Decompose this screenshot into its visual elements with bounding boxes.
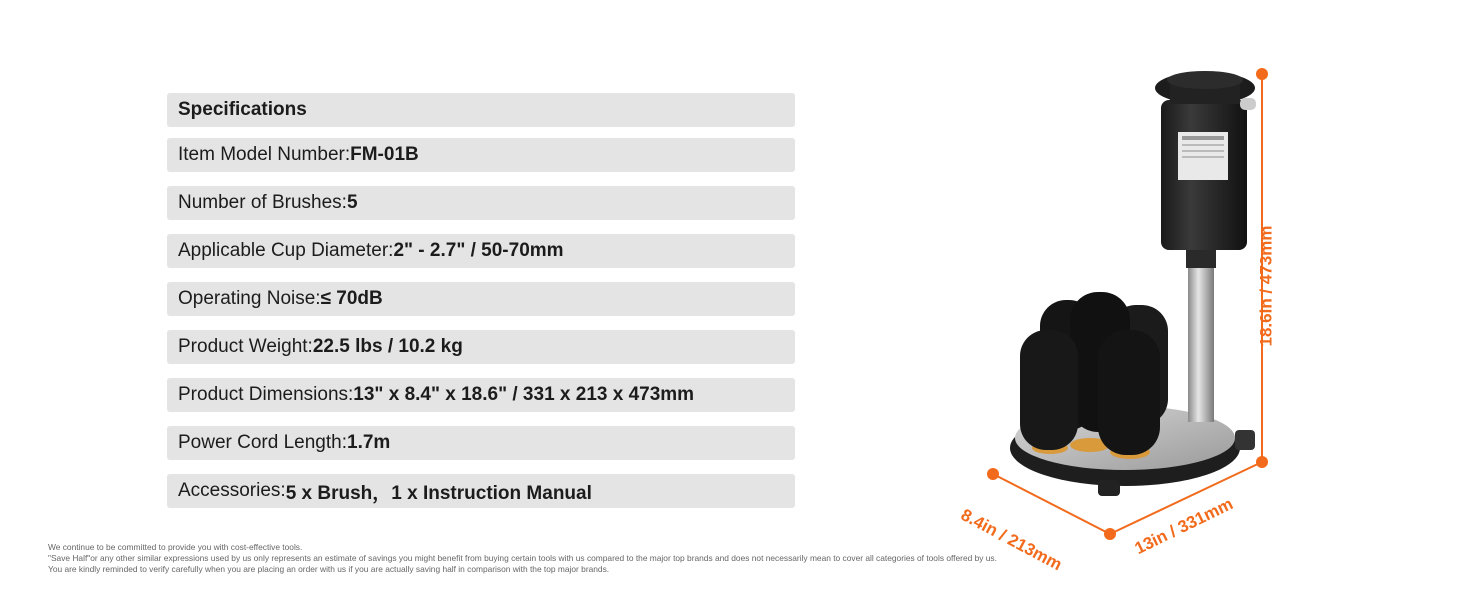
spec-value: 5 x Brush，1 x Instruction Manual bbox=[285, 482, 592, 504]
width-dimension-label: 13in / 331mm bbox=[1131, 494, 1236, 559]
height-dimension-label: 18.6in / 473mm bbox=[1256, 225, 1276, 347]
machine-pole bbox=[1186, 246, 1216, 422]
disclaimer-line: You are kindly reminded to verify carefully when you are placing an order with us if you are actually saving half in comparison with the top major brands. bbox=[48, 564, 610, 574]
depth-dimension-label: 8.4in / 213mm bbox=[957, 505, 1066, 575]
spec-label: Product Dimensions: bbox=[178, 384, 354, 405]
disclaimer-text bbox=[48, 542, 997, 575]
spec-label: Accessories: bbox=[178, 480, 286, 501]
spec-label: Power Cord Length: bbox=[178, 432, 347, 453]
spec-label: Product Weight: bbox=[178, 336, 313, 357]
spec-label: Number of Brushes: bbox=[178, 192, 347, 213]
spec-label: Applicable Cup Diameter: bbox=[178, 240, 394, 261]
spec-value: 2" - 2.7" / 50-70mm bbox=[393, 240, 564, 261]
spec-value: 22.5 lbs / 10.2 kg bbox=[312, 336, 463, 357]
disclaimer-line: "Save Half"or any other similar expressions used by us only represents an estimate of savings you might benefit from buying certain tools with us compared to the major top brands and does not necessarily mean to cover all categories of tools offered by us. bbox=[48, 553, 997, 563]
spec-value: ≤ 70dB bbox=[320, 288, 383, 309]
specifications-title: Specifications bbox=[178, 99, 307, 120]
disclaimer-line: We continue to be committed to provide you with cost-effective tools. bbox=[48, 542, 303, 552]
spec-value: 13" x 8.4" x 18.6" / 331 x 213 x 473mm bbox=[353, 384, 695, 405]
spec-label: Item Model Number: bbox=[178, 144, 351, 165]
spec-value: 1.7m bbox=[347, 432, 391, 453]
spec-label: Operating Noise: bbox=[178, 288, 321, 309]
motor-housing bbox=[1155, 71, 1256, 250]
spec-value: 5 bbox=[346, 192, 358, 213]
spec-value: FM-01B bbox=[350, 144, 419, 165]
